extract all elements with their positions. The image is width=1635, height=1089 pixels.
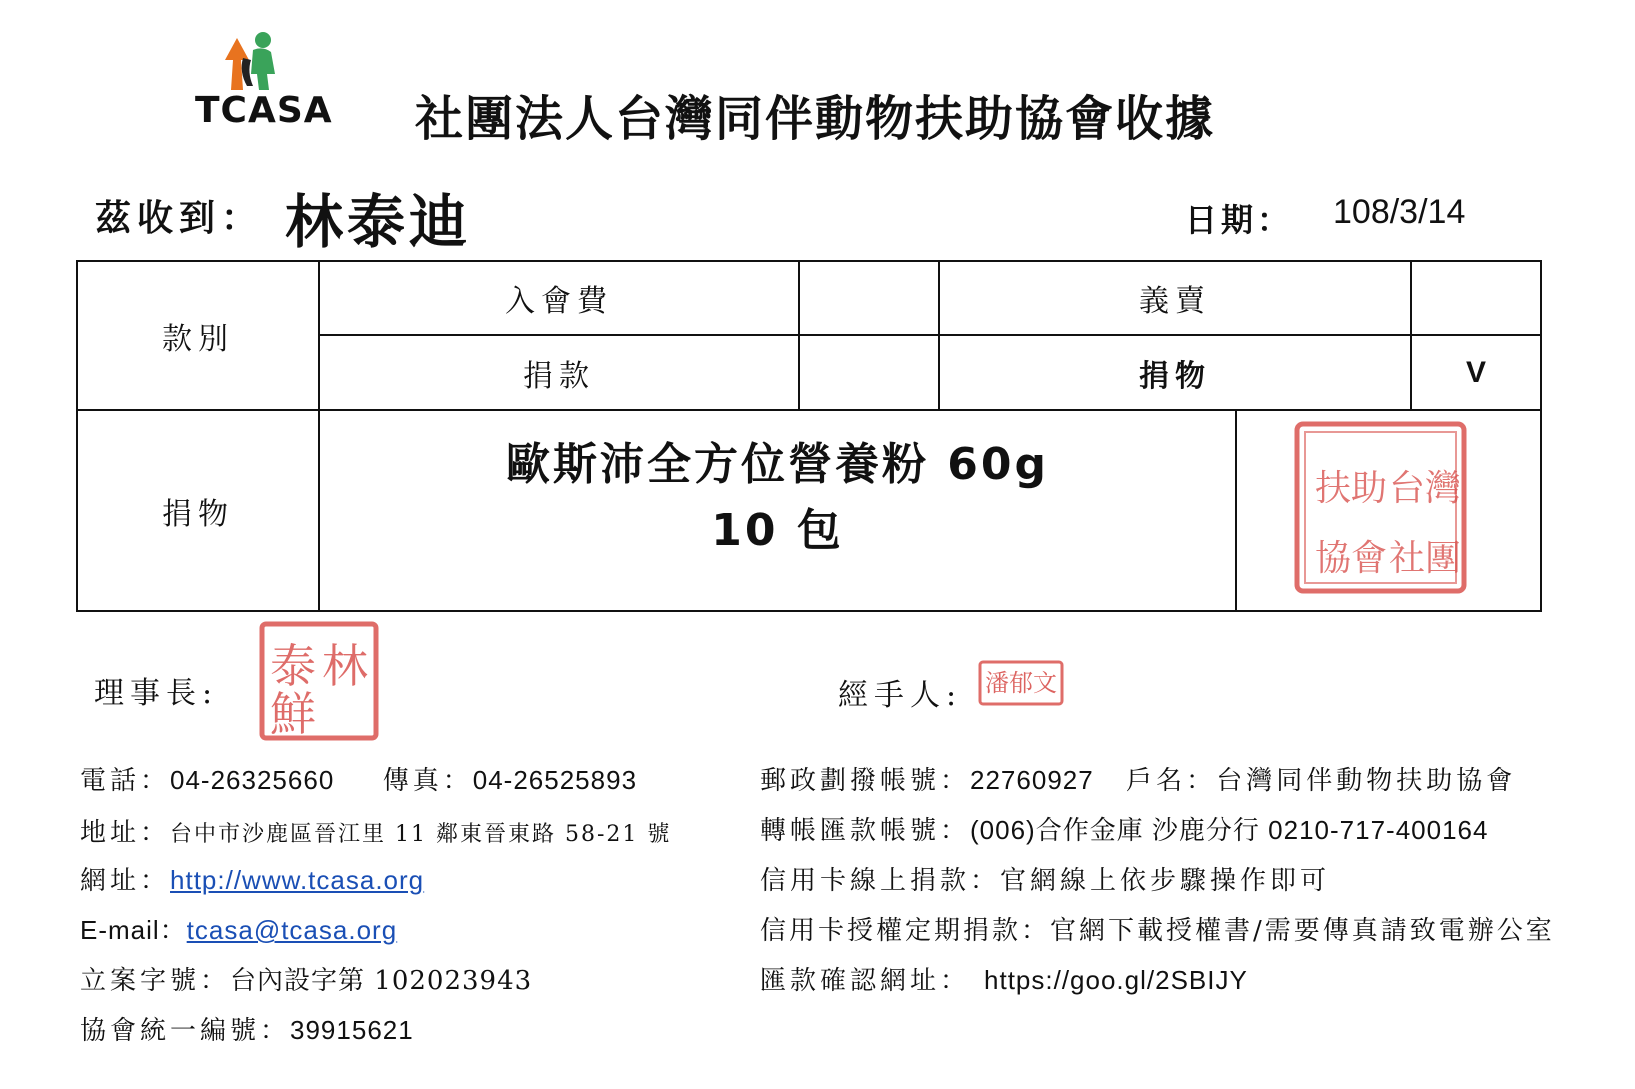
unified-number-value: 39915621 — [290, 1015, 414, 1045]
postal-line — [760, 760, 1516, 797]
donated-item-quantity: 10 包 — [711, 505, 844, 556]
chairperson-seal — [258, 620, 380, 742]
received-from-label: 茲收到： — [95, 197, 264, 239]
received-from-name: 林泰迪 — [285, 188, 472, 256]
registration-value: 台內設字第 102023943 — [230, 966, 533, 996]
registration-label: 立案字號： — [80, 966, 231, 996]
seal-chars: 鮮 — [270, 687, 316, 741]
credit-online-value: 官網線上依步驟操作即可 — [1000, 866, 1331, 896]
seal-chars: 潘郁文 — [985, 669, 1057, 697]
website-line — [80, 860, 424, 897]
account-name-label: 戶名： — [1126, 766, 1217, 796]
phone-value: 04-26325660 — [170, 765, 335, 795]
membership-fee-label: 入會費 — [505, 284, 613, 319]
goods-donation-check: V — [1465, 355, 1486, 389]
logo-figures-icon — [195, 28, 325, 98]
registration-line — [80, 960, 532, 997]
date-label: 日期： — [1185, 201, 1294, 239]
transfer-value: (006)合作金庫 沙鹿分行 0210-717-400164 — [970, 815, 1489, 845]
donated-item-name: 歐斯沛全方位營養粉 60g — [505, 439, 1050, 490]
credit-auth-value: 官網下載授權書/需要傳真請致電辦公室 — [1050, 916, 1555, 946]
category-label: 款別 — [162, 321, 234, 357]
fax-value: 04-26525893 — [472, 765, 638, 795]
seal-chars: 社團 — [1389, 538, 1462, 579]
receipt-title: 社團法人台灣同伴動物扶助協會收據 — [415, 91, 1216, 147]
address-value: 台中市沙鹿區晉江里 11 鄰東晉東路 58-21 號 — [170, 822, 672, 847]
tcasa-logo — [195, 28, 333, 133]
table-rule — [1235, 409, 1237, 610]
email-line — [80, 910, 397, 947]
transfer-line — [760, 810, 1488, 847]
confirm-url[interactable]: https://goo.gl/2SBIJY — [984, 965, 1248, 995]
credit-online-line — [760, 860, 1330, 897]
credit-online-label: 信用卡線上捐款： — [760, 866, 1001, 896]
seal-chars: 協會 — [1315, 538, 1388, 579]
email-link[interactable]: tcasa@tcasa.org — [186, 915, 398, 945]
address-line — [80, 812, 671, 849]
cash-donation-label: 捐款 — [523, 358, 595, 394]
chairperson-label: 理事長: — [94, 676, 219, 711]
address-label: 地址： — [80, 818, 171, 848]
credit-auth-label: 信用卡授權定期捐款： — [760, 916, 1051, 946]
seal-chars: 台灣 — [1389, 468, 1462, 509]
transfer-label: 轉帳匯款帳號： — [760, 816, 971, 846]
seal-chars: 林 — [322, 639, 368, 693]
postal-value: 22760927 — [970, 765, 1094, 795]
phone-line — [80, 760, 637, 797]
website-link[interactable]: http://www.tcasa.org — [170, 865, 425, 895]
confirm-label: 匯款確認網址： — [760, 966, 971, 996]
goods-donation-label: 捐物 — [1139, 358, 1211, 394]
seal-chars: 扶助 — [1315, 468, 1388, 509]
logo-text: TCASA — [195, 90, 333, 131]
table-rule — [798, 262, 800, 409]
handler-label: 經手人: — [838, 678, 963, 713]
credit-auth-line — [760, 910, 1555, 947]
date-value: 108/3/14 — [1333, 193, 1466, 231]
receipt-table — [76, 260, 1542, 612]
postal-label: 郵政劃撥帳號： — [760, 766, 971, 796]
fax-label: 傳真： — [382, 766, 473, 796]
email-label: E-mail： — [80, 915, 187, 945]
unified-number-line — [80, 1010, 414, 1047]
goods-row-label: 捐物 — [162, 496, 234, 532]
website-label: 網址： — [80, 866, 171, 896]
unified-number-label: 協會統一編號： — [80, 1016, 291, 1046]
donated-item-description — [320, 432, 1235, 564]
handler-seal — [978, 660, 1064, 706]
association-seal — [1293, 420, 1468, 595]
confirm-line — [760, 960, 1248, 997]
phone-label: 電話： — [80, 766, 171, 796]
seal-chars: 泰 — [270, 639, 316, 693]
charity-sale-label: 義賣 — [1139, 284, 1211, 319]
account-name-value: 台灣同伴動物扶助協會 — [1216, 766, 1517, 796]
